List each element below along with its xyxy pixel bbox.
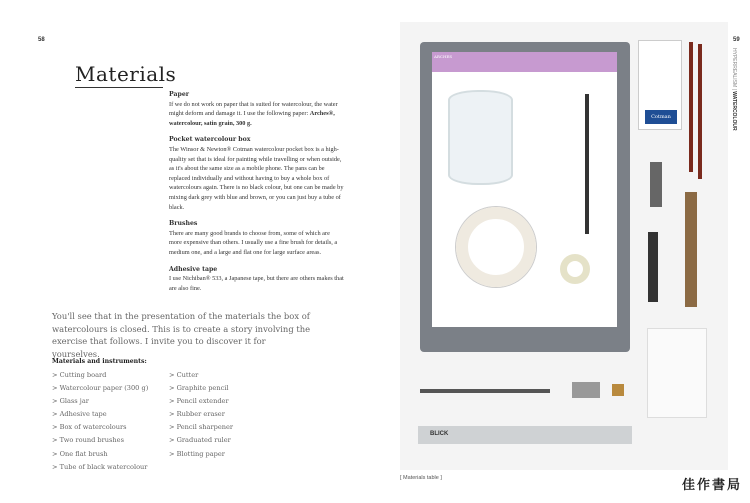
list-item: > Glass jar — [52, 397, 89, 406]
materials-list-1 — [52, 371, 148, 476]
round-brush — [698, 44, 702, 179]
sharpener — [612, 384, 624, 396]
flat-brush — [685, 192, 697, 307]
brush — [585, 94, 589, 234]
section-text: There are many good brands to choose from, some of which are more expensive than others. I usually use a fine brush for details, a medium one, and a large and flat one for large surface areas. — [169, 229, 338, 256]
section-text: If we do not work on paper that is suited for watercolour, the water might deform and damage it. I use the following paper: Arches®, watercolour, satin grain, 300 g. — [169, 100, 338, 127]
page-number-left: 58 — [38, 37, 45, 43]
list-item: > Pencil sharpener — [169, 423, 234, 432]
section-heading: Paper — [169, 91, 190, 98]
section-heading: Brushes — [169, 220, 198, 228]
blotting-paper — [647, 328, 707, 418]
adhesive-tape — [456, 207, 536, 287]
materials-heading: Materials and instruments: — [52, 358, 147, 365]
list-item: > One flat brush — [52, 449, 108, 458]
glass-jar — [448, 90, 513, 185]
pencil — [420, 389, 550, 393]
watermark: 佳作書局 — [681, 478, 742, 493]
materials-photo — [400, 22, 728, 470]
section-label: HYPERREALISM | WATERCOLOUR — [731, 48, 737, 131]
materials-list-2 — [169, 371, 233, 463]
title-underline — [75, 87, 163, 88]
materials-descriptions — [169, 90, 344, 293]
list-item: > Watercolour paper (300 g) — [52, 384, 149, 393]
small-tape — [560, 254, 590, 284]
round-brush — [689, 42, 693, 172]
cutter — [648, 232, 658, 302]
box-label: Cotman — [645, 110, 677, 124]
list-item: > Tube of black watercolour — [52, 462, 148, 471]
ruler: BLICK — [418, 426, 632, 444]
list-item: > Two round brushes — [52, 436, 124, 445]
list-item: > Cutter — [169, 371, 199, 379]
section-text: I use Nichiban® 533, a Japanese tape, but there are others makes that are also fine. — [169, 275, 344, 292]
list-item: > Adhesive tape — [52, 410, 107, 419]
page-title: Materials — [75, 62, 177, 86]
section-heading: Pocket watercolour box — [169, 136, 251, 144]
photo-caption: [ Materials table ] — [400, 475, 442, 481]
list-item: > Graduated ruler — [169, 436, 231, 445]
list-item: > Blotting paper — [169, 449, 225, 458]
paper-label: ARCHES — [432, 52, 617, 72]
page-number-right: 59 — [733, 37, 740, 43]
list-item: > Pencil extender — [169, 397, 229, 406]
list-item: > Graphite pencil — [169, 384, 229, 393]
eraser — [572, 382, 600, 398]
intro-paragraph: You'll see that in the presentation of the materials the box of watercolours is closed. This is to create a story involving the exercise that follows. I invite you to discover it for yourselves. — [52, 311, 311, 359]
paint-tube — [650, 162, 662, 207]
list-item: > Box of watercolours — [52, 423, 127, 432]
section-heading: Adhesive tape — [169, 265, 218, 273]
section-text: The Winsor & Newton® Cotman watercolour pocket box is a high-quality set that is ideal for painting while travelling or when outside, as it's about the same size as a mobile phone. The pans can be replaced individually and without having to buy a whole box of watercolours again. There is no black colour, but one can be made by mixing dark grey with blue and brown, or you can just buy a tube of black. — [169, 145, 344, 211]
list-item: > Rubber eraser — [169, 410, 225, 419]
list-item: > Cutting board — [52, 371, 107, 379]
